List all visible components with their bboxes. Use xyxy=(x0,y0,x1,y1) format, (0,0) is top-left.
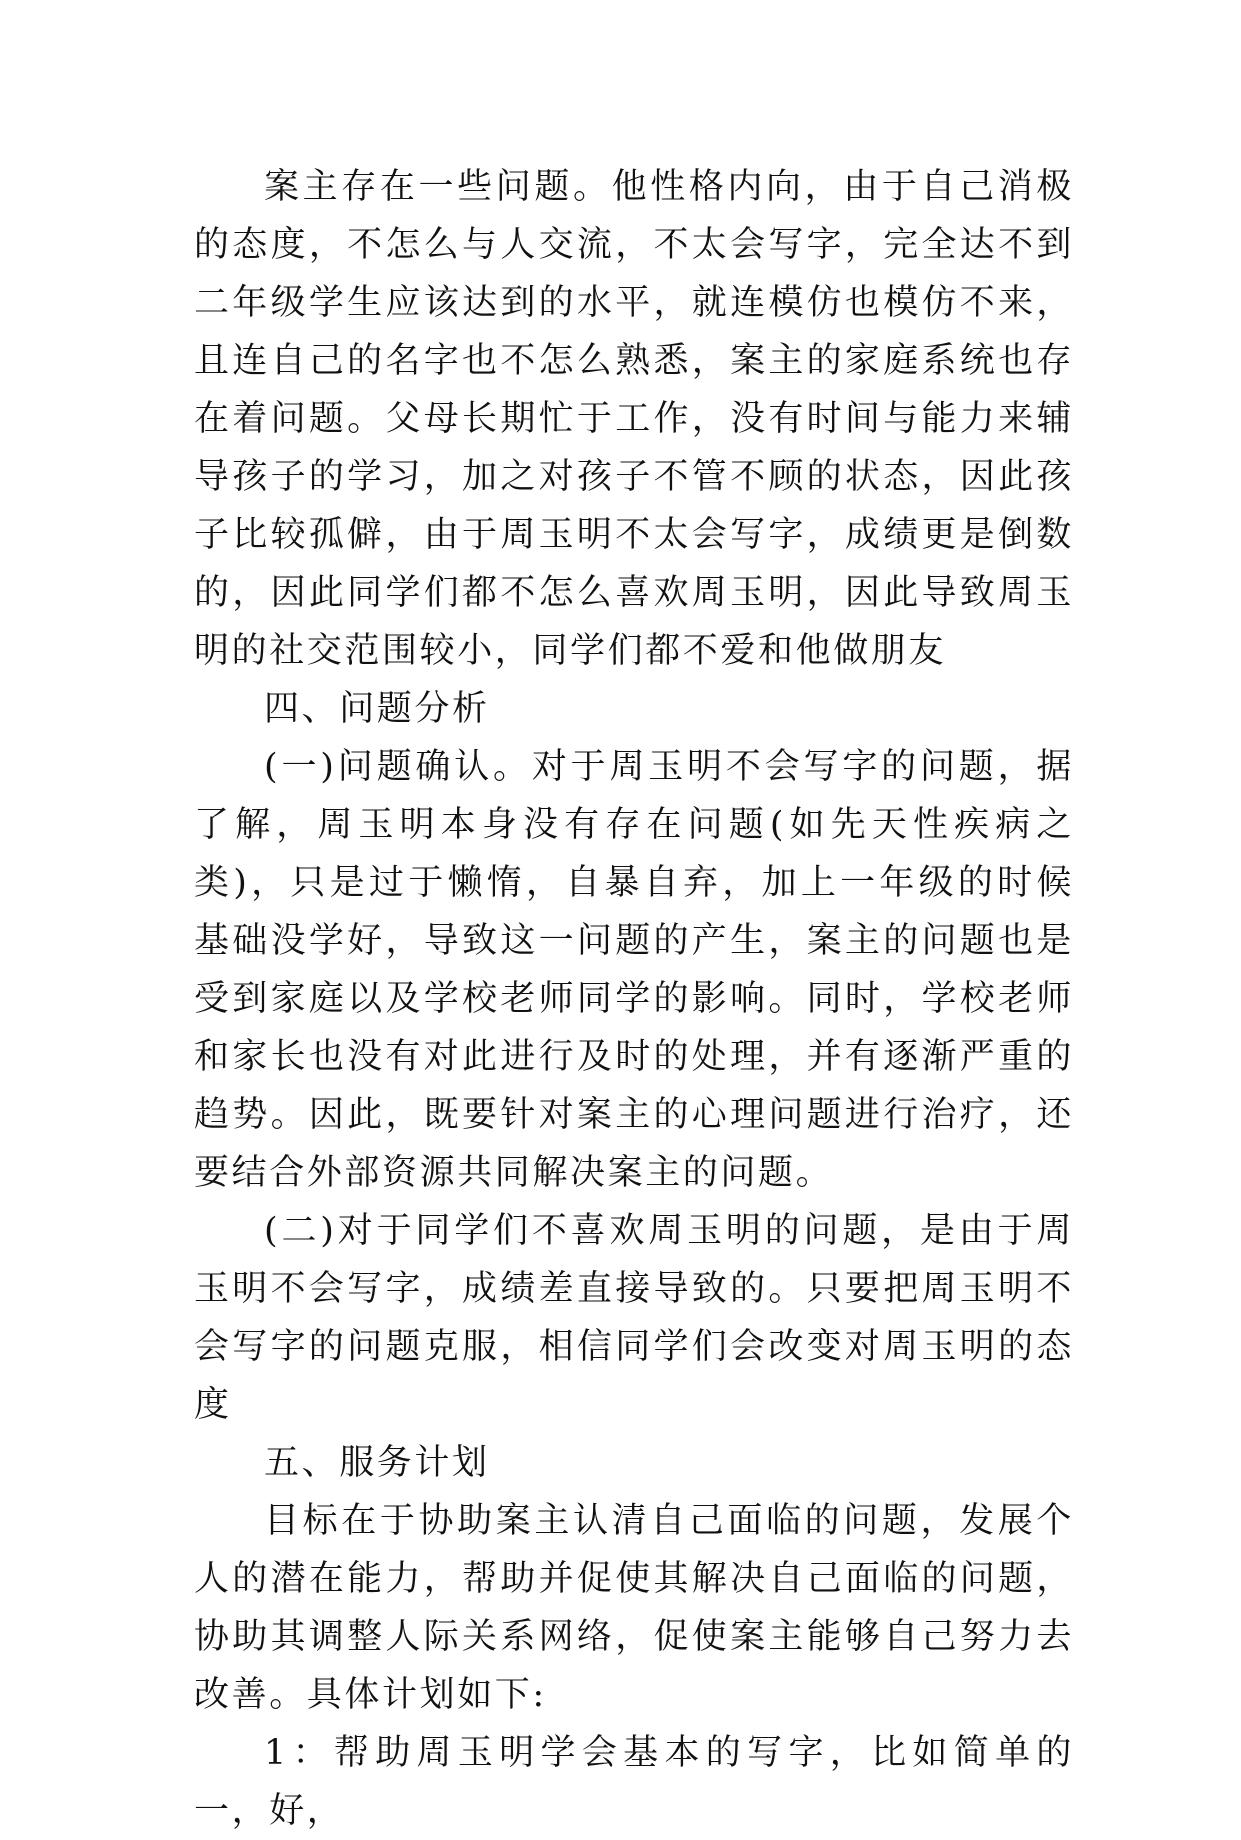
paragraph-plan-item-1: 1：帮助周玉明学会基本的写字，比如简单的一，好， xyxy=(194,1733,1074,1831)
paragraph-classmates-issue: (二)对于同学们不喜欢周玉明的问题，是由于周玉明不会写字，成绩差直接导致的。只要把周玉明不会写字的问题克服，相信同学们会改变对周玉明的态度 xyxy=(194,1211,1074,1425)
document-body xyxy=(194,158,1074,1840)
paragraph-case-problems: 案主存在一些问题。他性格内向，由于自己消极的态度，不怎么与人交流，不太会写字，完全达不到二年级学生应该达到的水平，就连模仿也模仿不来，且连自己的名字也不怎么熟悉，案主的家庭系统也存在着问题。父母长期忙于工作，没有时间与能力来辅导孩子的学习，加之对孩子不管不顾的状态，因此孩子比较孤僻，由于周玉明不太会写字，成绩更是倒数的，因此同学们都不怎么喜欢周玉明，因此导致周玉明的社交范围较小，同学们都不爱和他做朋友 xyxy=(194,167,1074,671)
heading-service-plan: 五、服务计划 xyxy=(264,1443,490,1483)
paragraph-problem-confirmation: (一)问题确认。对于周玉明不会写字的问题，据了解，周玉明本身没有存在问题(如先天性疾病之类)，只是过于懒惰，自暴自弃，加上一年级的时候基础没学好，导致这一问题的产生，案主的问题也是受到家庭以及学校老师同学的影响。同时，学校老师和家长也没有对此进行及时的处理，并有逐渐严重的趋势。因此，既要针对案主的心理问题进行治疗，还要结合外部资源共同解决案主的问题。 xyxy=(194,747,1074,1193)
paragraph-service-goal: 目标在于协助案主认清自己面临的问题，发展个人的潜在能力，帮助并促使其解决自己面临的问题，协助其调整人际关系网络，促使案主能够自己努力去改善。具体计划如下: xyxy=(194,1501,1074,1715)
heading-problem-analysis: 四、问题分析 xyxy=(264,689,490,729)
